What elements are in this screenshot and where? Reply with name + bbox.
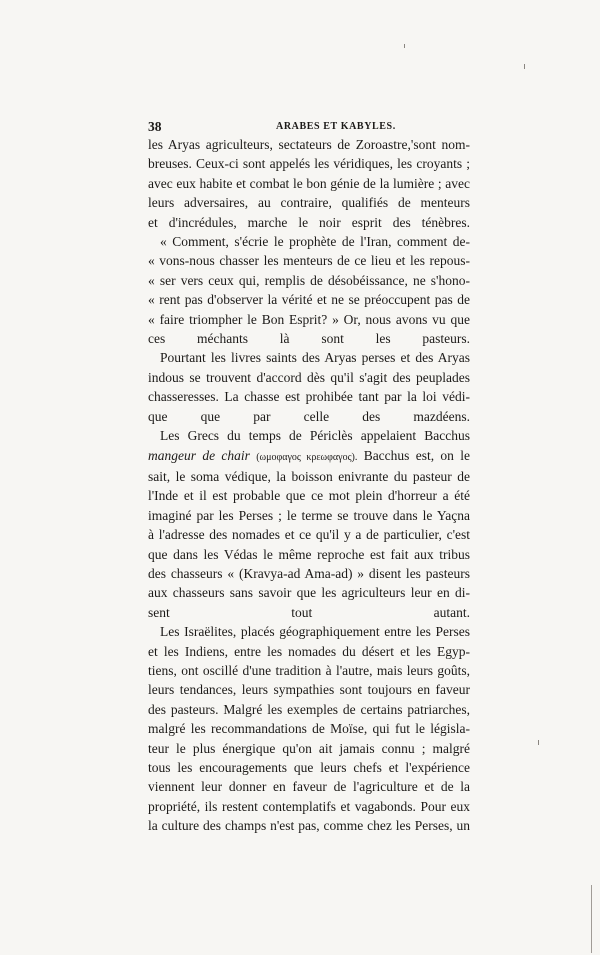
- paragraph: [148, 622, 470, 835]
- scan-speck: [524, 64, 525, 69]
- scan-speck: [538, 740, 539, 745]
- text-line: que dans les Védas le même reproche est fait aux tribus: [148, 546, 470, 562]
- text-line: « Comment, s'écrie le prophète de l'Iran, comment de-: [160, 234, 470, 250]
- text-line: malgré les recommandations de Moïse, qui fut le législa-: [148, 721, 470, 737]
- body-text: [148, 135, 470, 836]
- text-line: des chasseurs « (Kravya-ad Ama-ad) » disent les pasteurs: [148, 565, 470, 581]
- text-line: « faire triompher le Bon Esprit? » Or, nous avons vu que: [148, 311, 470, 327]
- italic-phrase: mangeur de chair: [148, 447, 250, 463]
- text-line: avec eux habite et combat le bon génie de la lumière ; avec: [148, 175, 470, 191]
- running-head: ARABES ET KABYLES.: [276, 121, 396, 132]
- text-line: et d'incrédules, marche le noir esprit des ténèbres.: [148, 214, 470, 230]
- text-line: chasseresses. La chasse est prohibée tant par la loi védi-: [148, 389, 470, 405]
- text-line: teur le plus énergique qu'on ait jamais connu ; malgré: [148, 740, 470, 756]
- paragraph: [148, 135, 470, 232]
- text-line: sent tout autant.: [148, 604, 470, 620]
- scan-edge-line: [591, 885, 592, 953]
- page-number: 38: [148, 119, 162, 134]
- text-line: leurs tendances, leurs sympathies sont toujours en faveur: [148, 682, 470, 698]
- text-line: Pourtant les livres saints des Aryas perses et des Aryas: [160, 350, 470, 366]
- text-line: « rent pas d'observer la vérité et ne se préoccupent pas de: [148, 292, 470, 308]
- text-line: tiens, ont oscillé d'une tradition à l'autre, mais leurs goûts,: [148, 662, 470, 678]
- greek-phrase: (ωμοφαγος κρεωφαγος).: [256, 451, 358, 463]
- text-line: tous les encouragements que leurs chefs et l'expérience: [148, 760, 470, 775]
- text-line: ces méchants là sont les pasteurs.: [148, 331, 470, 347]
- text-line: que que par celle des mazdéens.: [148, 408, 470, 424]
- text-line: breuses. Ceux-ci sont appelés les véridiques, les croyants ;: [148, 156, 470, 172]
- text-line: la culture des champs n'est pas, comme chez les Perses, un: [148, 818, 470, 834]
- text-line: des pasteurs. Malgré les exemples de certains patriarches,: [148, 701, 470, 717]
- text-line: à l'adresse des nomades et ce qu'il y a de particulier, c'est: [148, 527, 470, 543]
- text-fragment: Bacchus est, on le: [363, 447, 470, 463]
- text-line: propriété, ils restent contemplatifs et vagabonds. Pour eux: [148, 798, 470, 814]
- paragraph: [148, 426, 470, 622]
- text-line: imaginé par les Perses ; le terme se trouve dans le Yaçna: [148, 507, 470, 523]
- paragraph: [148, 232, 470, 348]
- text-line: et les Indiens, entre les nomades du désert et les Egyp-: [148, 643, 470, 659]
- text-line: sait, le soma védique, la boisson enivrante du pasteur de: [148, 468, 470, 484]
- text-line: leurs adversaires, au contraire, qualifiés de menteurs: [148, 195, 470, 211]
- paragraph: [148, 348, 470, 426]
- text-line: les Aryas agriculteurs, sectateurs de Zoroastre,'sont nom-: [148, 137, 470, 152]
- text-line: l'Inde et il est probable que ce mot plein d'horreur a été: [148, 488, 470, 504]
- text-line: viennent leur donner en faveur de l'agriculture et de la: [148, 779, 470, 795]
- text-line: Les Grecs du temps de Périclès appelaient Bacchus: [160, 428, 470, 444]
- text-line: Les Israëlites, placés géographiquement entre les Perses: [160, 624, 470, 640]
- text-line: « vons-nous chasser les menteurs de ce lieu et les repous-: [148, 253, 470, 269]
- scan-speck: [404, 44, 405, 48]
- text-line-mixed: [148, 446, 470, 467]
- text-line: « ser vers ceux qui, remplis de désobéissance, ne s'hono-: [148, 272, 470, 288]
- text-line: indous se trouvent d'accord dès qu'il s'agit des peuplades: [148, 369, 470, 385]
- text-line: aux chasseurs sans savoir que les agriculteurs leur en di-: [148, 585, 470, 601]
